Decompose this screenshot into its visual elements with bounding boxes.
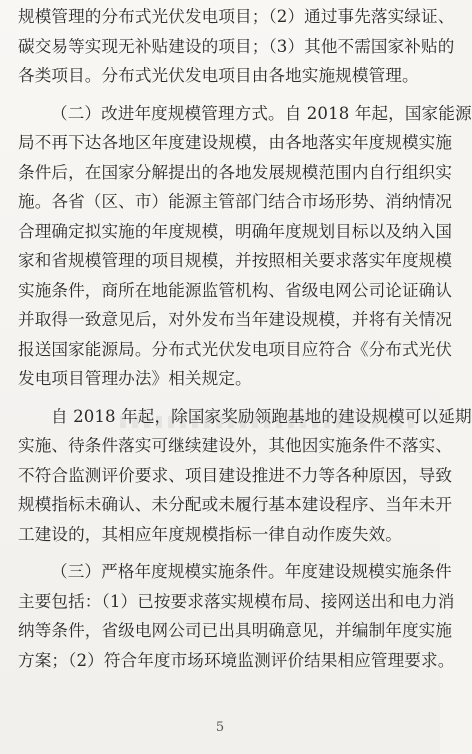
text-line: 局不再下达各地区年度建设规模，由各地落实年度规模实施 [18, 133, 453, 152]
text-line: 各类项目。分布式光伏发电项目由各地实施规模管理。 [18, 66, 419, 85]
text-line: 家和省规模管理的项目规模，并按照相关要求落实年度规模 [18, 251, 453, 270]
text-line: 实施条件，商所在地能源监管机构、省级电网公司论证确认 [18, 280, 453, 300]
paragraph-gap [18, 394, 422, 402]
text-line: 纳等条件，省级电网公司已出具明确意见，并编制年度实施 [18, 621, 453, 640]
text-line: 碳交易等实现无补贴建设的项目；（3）其他不需国家补贴的 [18, 36, 455, 56]
text-line: 施。各省（区、市）能源主管部门结合市场形势、消纳情况 [18, 192, 453, 211]
document-body [18, 2, 472, 675]
paragraph-gap [18, 549, 422, 557]
text-line: 主要包括：（1）已按要求落实规模布局、接网送出和电力消 [18, 591, 455, 611]
paragraph-start-line: 自 2018 年起，除国家奖励领跑基地的建设规模可以延期 [51, 406, 472, 426]
text-line: 规模指标未确认、未分配或未履行基本建设程序、当年未开 [18, 495, 453, 514]
text-line: 规模管理的分布式光伏发电项目；（2）通过事先落实绿证、 [18, 7, 455, 26]
text-line: 并取得一致意见后，对外发布当年建设规模，并将有关情况 [18, 310, 453, 329]
page-number: 5 [215, 720, 225, 735]
text-line: 合理确定拟实施的年度规模，明确年度规划目标以及纳入国 [18, 221, 453, 241]
section-heading-line: （三）严格年度规模实施条件。年度建设规模实施条件 [51, 562, 452, 581]
text-line: 条件后，在国家分解提出的各地发展规模范围内自行组织实 [18, 162, 453, 182]
text-line: 不符合监测评价要求、项目建设推进不力等各种原因，导致 [18, 465, 453, 485]
text-line: 方案；（2）符合年度市场环境监测评价结果相应管理要求。 [18, 650, 455, 670]
text-line: 发电项目管理办法》相关规定。 [18, 369, 252, 388]
text-line: 报送国家能源局。分布式光伏发电项目应符合《分布式光伏 [18, 339, 453, 359]
section-heading-line: （二）改进年度规模管理方式。自 2018 年起，国家能源 [51, 103, 472, 123]
text-line: 工建设的，其相应年度规模指标一律自动作废失效。 [18, 524, 402, 544]
paragraph-gap [18, 91, 422, 99]
text-line: 实施、待条件落实可继续建设外，其他因实施条件不落实、 [18, 436, 453, 455]
